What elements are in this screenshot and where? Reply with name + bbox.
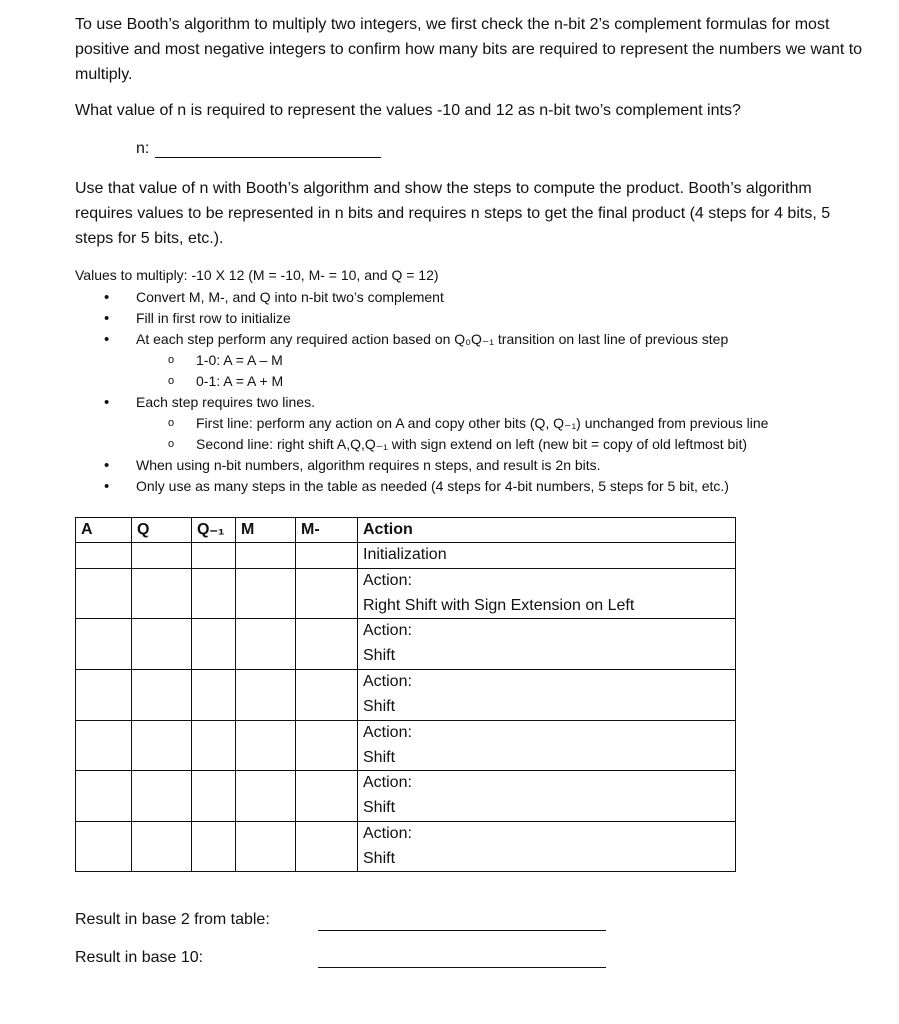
sub-bullet-first-line: o First line: perform any action on A and copy other bits (Q, Q₋₁) unchanged from previous line: [75, 413, 865, 434]
shift-label: Shift: [363, 849, 396, 867]
shift-label: Shift: [363, 798, 396, 816]
table-row-step6: [76, 822, 736, 872]
cell-action-step6: [358, 822, 736, 872]
cell-m[interactable]: [236, 771, 296, 822]
n-answer-line: [136, 140, 381, 158]
cell-q-1[interactable]: [192, 543, 236, 569]
action-label: Action:: [363, 724, 412, 741]
cell-m-neg[interactable]: [296, 822, 358, 872]
action-label: Action:: [363, 572, 412, 589]
cell-a[interactable]: [76, 543, 132, 569]
action-label: Action:: [363, 673, 412, 690]
header-q-minus-1: Q₋₁: [192, 518, 236, 543]
result-base10-blank[interactable]: [318, 967, 606, 968]
table-row-step1: [76, 569, 736, 619]
cell-m[interactable]: [236, 670, 296, 721]
cell-a[interactable]: [76, 619, 132, 670]
values-line: Values to multiply: -10 X 12 (M = -10, M- = 10, and Q = 12): [75, 267, 439, 283]
init-label: Initialization: [363, 546, 447, 563]
cell-m-neg[interactable]: [296, 721, 358, 771]
question-text: What value of n is required to represent the values -10 and 12 as n-bit two’s complement ints?: [75, 102, 741, 119]
cell-m[interactable]: [236, 822, 296, 872]
cell-q[interactable]: [132, 619, 192, 670]
header-m-neg: M-: [296, 518, 358, 543]
cell-action-step2: [358, 619, 736, 670]
cell-m[interactable]: [236, 543, 296, 569]
table-row-init: [76, 543, 736, 569]
shift-label: Shift: [363, 697, 396, 715]
booth-table: [75, 517, 736, 872]
cell-action-step4: [358, 721, 736, 771]
cell-m-neg[interactable]: [296, 619, 358, 670]
cell-a[interactable]: [76, 771, 132, 822]
cell-m[interactable]: [236, 721, 296, 771]
instructions-paragraph: Use that value of n with Booth’s algorithm and show the steps to compute the product. Booth’s algorithm requires values to be represented in n bits and requires n steps to get the final product (4 steps for 4 bits, 5 steps for 5 bits, etc.).: [75, 180, 831, 247]
shift-label: Right Shift with Sign Extension on Left: [363, 596, 635, 614]
header-action: Action: [358, 518, 736, 543]
cell-q-1[interactable]: [192, 670, 236, 721]
result-base2-blank[interactable]: [318, 930, 606, 931]
cell-a[interactable]: [76, 721, 132, 771]
cell-q[interactable]: [132, 822, 192, 872]
cell-m-neg[interactable]: [296, 569, 358, 619]
bullet-convert: • Convert M, M-, and Q into n-bit two’s complement: [75, 287, 865, 308]
cell-q[interactable]: [132, 771, 192, 822]
table-row-step4: [76, 721, 736, 771]
bullet-each-step: • At each step perform any required action based on Q₀Q₋₁ transition on last line of previous step: [75, 329, 865, 350]
cell-action-step3: [358, 670, 736, 721]
cell-q[interactable]: [132, 670, 192, 721]
bullet-n-steps: • When using n-bit numbers, algorithm requires n steps, and result is 2n bits.: [75, 455, 865, 476]
table-row-step5: [76, 771, 736, 822]
n-answer-blank[interactable]: [155, 141, 381, 158]
cell-q-1[interactable]: [192, 771, 236, 822]
cell-action-step5: [358, 771, 736, 822]
shift-label: Shift: [363, 748, 396, 766]
cell-q-1[interactable]: [192, 569, 236, 619]
instruction-list: [75, 287, 865, 497]
bullet-fill-first-row: • Fill in first row to initialize: [75, 308, 865, 329]
header-m: M: [236, 518, 296, 543]
sub-bullet-second-line: o Second line: right shift A,Q,Q₋₁ with sign extend on left (new bit = copy of old leftmost bit): [75, 434, 865, 455]
action-label: Action:: [363, 622, 412, 639]
cell-m-neg[interactable]: [296, 771, 358, 822]
cell-m[interactable]: [236, 569, 296, 619]
shift-label: Shift: [363, 646, 396, 664]
action-label: Action:: [363, 825, 412, 842]
result-base10-label: Result in base 10:: [75, 949, 204, 966]
cell-m-neg[interactable]: [296, 670, 358, 721]
cell-q[interactable]: [132, 569, 192, 619]
n-label: n:: [136, 140, 150, 157]
cell-a[interactable]: [76, 822, 132, 872]
sub-bullet-1-0: o 1-0: A = A – M: [75, 350, 865, 371]
intro-paragraph: To use Booth’s algorithm to multiply two integers, we first check the n-bit 2’s complement formulas for most positive and most negative integers to confirm how many bits are required to represent the numbers we want to multiply.: [75, 16, 863, 83]
cell-q[interactable]: [132, 721, 192, 771]
header-a: A: [76, 518, 132, 543]
sub-bullet-0-1: o 0-1: A = A + M: [75, 371, 865, 392]
cell-m-neg[interactable]: [296, 543, 358, 569]
cell-a[interactable]: [76, 670, 132, 721]
result-base2-label: Result in base 2 from table:: [75, 911, 270, 928]
cell-a[interactable]: [76, 569, 132, 619]
cell-action-init: [358, 543, 736, 569]
cell-q[interactable]: [132, 543, 192, 569]
cell-q-1[interactable]: [192, 619, 236, 670]
table-row-step2: [76, 619, 736, 670]
action-label: Action:: [363, 774, 412, 791]
table-header-row: [76, 518, 736, 543]
cell-action-step1: [358, 569, 736, 619]
cell-m[interactable]: [236, 619, 296, 670]
header-q: Q: [132, 518, 192, 543]
table-row-step3: [76, 670, 736, 721]
cell-q-1[interactable]: [192, 721, 236, 771]
bullet-two-lines: • Each step requires two lines.: [75, 392, 865, 413]
cell-q-1[interactable]: [192, 822, 236, 872]
bullet-only-use: • Only use as many steps in the table as needed (4 steps for 4-bit numbers, 5 steps for 5 bit, etc.): [75, 476, 865, 497]
